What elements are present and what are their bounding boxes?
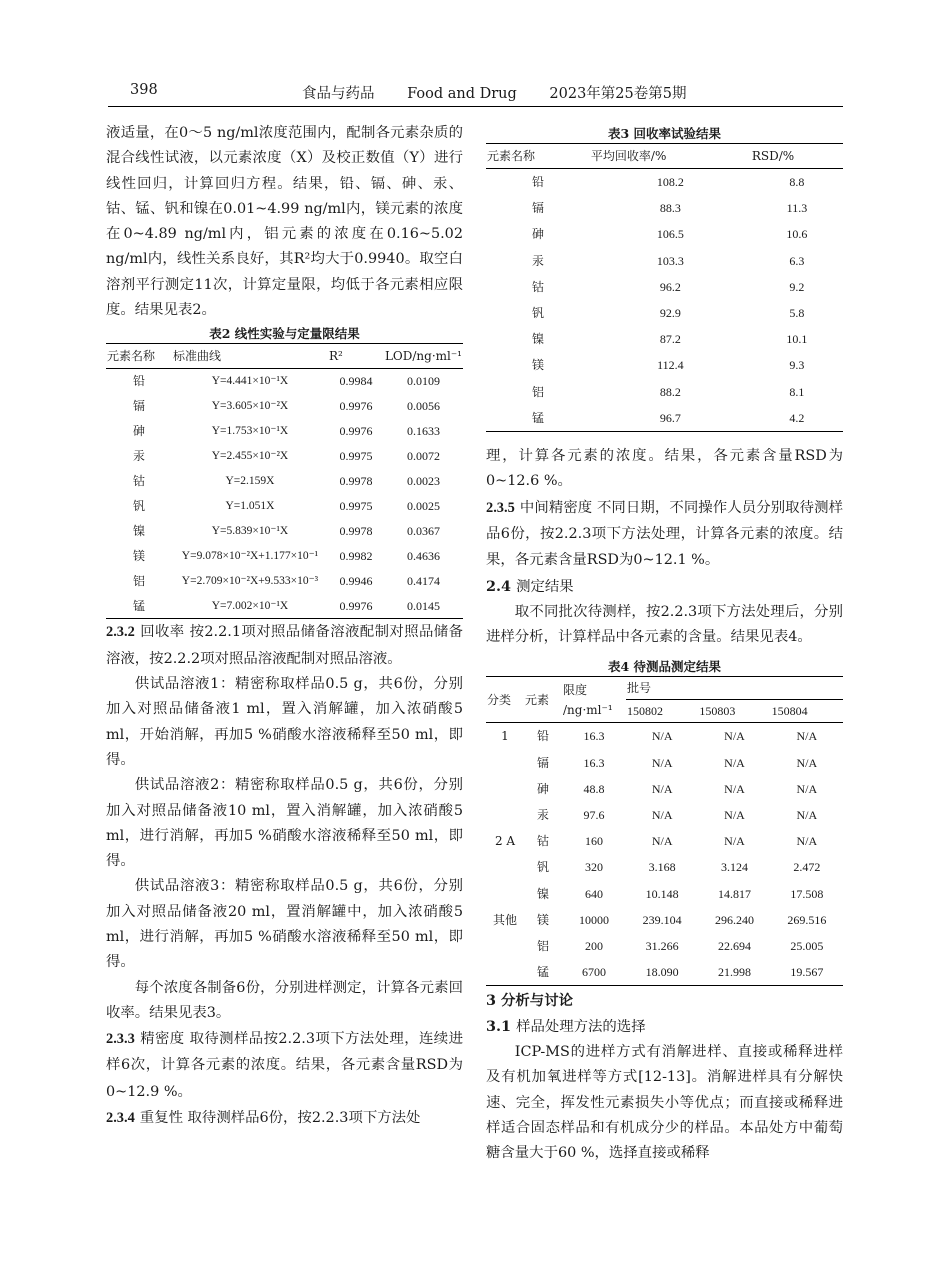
table-cell: 0.9946 xyxy=(339,573,373,588)
table-cell: 21.998 xyxy=(698,959,770,986)
table-cell: 镍 xyxy=(536,886,549,901)
limit-header-line1: 限度 xyxy=(563,682,588,697)
table-cell: 0.9976 xyxy=(339,399,373,414)
table3-recovery xyxy=(486,143,843,432)
table-row xyxy=(486,723,843,750)
table-cell: 8.1 xyxy=(789,384,805,399)
table-row xyxy=(106,469,463,494)
table-cell: N/A xyxy=(724,729,745,744)
table-row xyxy=(106,444,463,469)
table2-caption: 表2 线性实验与定量限结果 xyxy=(209,326,360,342)
table-cell: N/A xyxy=(724,781,745,796)
table-row xyxy=(486,221,843,247)
table-cell: 其他 xyxy=(492,912,517,927)
table-cell: 1 xyxy=(501,729,509,744)
section-3-1 xyxy=(486,1014,843,1040)
table-cell: Y=9.078×10⁻²X+1.177×10⁻¹ xyxy=(181,549,319,562)
table-cell: N/A xyxy=(651,808,673,823)
paragraph-results: 取不同批次待测样，按2.2.3项下方法处理后，分别进样分析，计算样品中各元素的含量。结果见表4。 xyxy=(486,603,843,646)
table-row xyxy=(106,394,463,419)
table-cell: 96.7 xyxy=(590,405,751,432)
table-row xyxy=(106,594,463,619)
journal-title-en: Food and Drug xyxy=(407,86,517,102)
table-cell: 239.104 xyxy=(642,912,682,927)
section-title: 测定结果 xyxy=(516,578,574,595)
page-number: 398 xyxy=(130,82,158,98)
journal-title-cn: 食品与药品 xyxy=(302,86,375,102)
paragraph-solution-3: 供试品溶液3：精密称取样品0.5 g，共6份，分别加入对照品储备液20 ml，置消解罐中，加入浓硝酸5 ml，进行消解，再加5 %硝酸水溶液稀释至50 ml，即得。 xyxy=(106,878,463,971)
table-header-cell xyxy=(562,677,626,723)
table-cell: 640 xyxy=(585,886,603,901)
table-cell: 汞 xyxy=(531,253,544,268)
table-header-cell: LOD/ng·ml⁻¹ xyxy=(384,344,463,369)
table-header-cell: R² xyxy=(328,344,384,369)
table-row xyxy=(106,519,463,544)
table-cell: 10.1 xyxy=(786,332,808,347)
table-cell: 0.9982 xyxy=(339,548,373,563)
table-cell: 锰 xyxy=(524,959,562,986)
table-cell: 0.0109 xyxy=(406,374,440,389)
table-cell: 镍 xyxy=(531,332,544,347)
table-cell: N/A xyxy=(796,834,818,849)
table-row xyxy=(486,776,843,802)
table-cell: 0.9984 xyxy=(339,374,373,389)
table-cell: 钒 xyxy=(132,498,145,513)
table-cell: N/A xyxy=(796,781,818,796)
table-cell: Y=1.753×10⁻¹X xyxy=(211,425,289,438)
table-cell xyxy=(486,933,524,959)
table-row xyxy=(486,405,843,432)
table-cell: 0.4174 xyxy=(406,573,440,588)
table-row xyxy=(486,750,843,776)
table-cell: 2.472 xyxy=(793,860,821,875)
table-cell: 汞 xyxy=(536,808,549,823)
section-text: 回收率 按2.2.1项对照品储备溶液配制对照品储备溶液，按2.2.2项对照品溶液配制对照品溶液。 xyxy=(106,624,463,667)
table-cell: 8.8 xyxy=(789,175,805,189)
table-cell: 48.8 xyxy=(583,781,605,796)
table-cell: 0.0072 xyxy=(406,449,440,464)
table-cell: 9.3 xyxy=(789,358,805,373)
table-cell: 0.0023 xyxy=(406,474,440,488)
table-cell: Y=2.455×10⁻²X xyxy=(211,450,289,463)
table-cell: 镁 xyxy=(531,358,544,373)
journal-info xyxy=(302,82,714,103)
table-cell: 铝 xyxy=(531,384,544,399)
table-cell: 112.4 xyxy=(657,358,684,373)
table-cell: 10.6 xyxy=(786,227,808,242)
table-header-cell: 分类 xyxy=(486,677,524,723)
table-cell: 10.148 xyxy=(645,886,679,901)
table-row xyxy=(486,300,843,326)
table-header-cell: 150804 xyxy=(771,700,843,723)
paragraph-solution-1: 供试品溶液1：精密称取样品0.5 g，共6份，分别加入对照品储备液1 ml，置入消解罐，加入浓硝酸5 ml，开始消解，再加5 %硝酸水溶液稀释至50 ml，即得。 xyxy=(106,676,463,768)
table-row xyxy=(486,802,843,828)
table-cell: 钒 xyxy=(531,306,544,321)
table-cell: N/A xyxy=(651,755,673,770)
table-row xyxy=(486,169,843,196)
table-cell: 0.0025 xyxy=(406,498,440,513)
table-cell: 160 xyxy=(585,834,603,849)
section-number: 3.1 xyxy=(486,1017,512,1035)
section-title: 样品处理方法的选择 xyxy=(516,1018,646,1035)
table-cell: 18.090 xyxy=(626,959,698,986)
table-cell: 锰 xyxy=(486,405,590,432)
table-row xyxy=(486,959,843,986)
table-cell xyxy=(486,802,524,828)
table3-caption: 表3 回收率试验结果 xyxy=(607,126,722,141)
table4-caption: 表4 待测品测定结果 xyxy=(607,659,722,675)
table4-sample-results xyxy=(486,676,843,986)
table-cell xyxy=(486,854,524,880)
paragraph-linearity: 液适量，在0～5 ng/ml浓度范围内，配制各元素杂质的混合线性试液，以元素浓度（X）及校正数值（Y）进行线性回归，计算回归方程。结果，铅、镉、砷、汞、钴、锰、钒和镍在0.01~4.99 ng/ml内，镁元素的浓度在0~4.89 ng/ml内，铝元素的浓度在0.16~5.02 ng/ml内，线性关系良好，其R²均大于0.9940。取空白溶剂平行测定11次，计算定量限，均低于各元素相应限度。结果见表2。 xyxy=(106,125,463,319)
table-cell xyxy=(486,881,524,907)
section-number: 2.3.2 xyxy=(106,624,135,641)
table-cell: 钴 xyxy=(132,474,145,488)
table-cell: Y=2.709×10⁻²X+9.533×10⁻³ xyxy=(181,574,319,587)
table-cell: 0.9976 xyxy=(328,594,384,619)
table-cell: 31.266 xyxy=(645,939,679,954)
table-row xyxy=(486,854,843,880)
table-cell: N/A xyxy=(796,755,818,770)
table-cell: 320 xyxy=(585,860,603,875)
table-cell: 0.0056 xyxy=(406,399,440,414)
left-column xyxy=(106,121,463,1131)
table-cell: N/A xyxy=(796,808,818,823)
table-header-cell: 元素名称 xyxy=(486,144,590,169)
table-cell: Y=7.002×10⁻¹X xyxy=(172,594,328,619)
table-cell: 88.3 xyxy=(659,201,681,216)
section-2-3-5 xyxy=(486,495,843,574)
table-cell: 5.8 xyxy=(789,306,805,321)
table-header-cell: 元素 xyxy=(524,677,562,723)
table-cell: 4.2 xyxy=(751,405,843,432)
table-row xyxy=(486,907,843,933)
table-row xyxy=(486,274,843,300)
table-cell: 269.516 xyxy=(787,912,827,927)
table-cell: 9.2 xyxy=(789,279,805,294)
table-cell: 钒 xyxy=(536,860,549,875)
table-cell: 铅 xyxy=(132,374,145,389)
table-header-cell: 标准曲线 xyxy=(172,344,328,369)
table-cell: 0.0367 xyxy=(406,523,440,538)
table-cell: 14.817 xyxy=(717,886,751,901)
table-row xyxy=(486,933,843,959)
table-header-cell: 元素名称 xyxy=(106,344,172,369)
section-text: 精密度 取待测样品按2.2.3项下方法处理，连续进样6次，计算各元素的浓度。结果，各元素含量RSD为0~12.9 %。 xyxy=(106,1031,463,1100)
table-cell: 3.124 xyxy=(720,860,748,875)
table-cell: 0.9978 xyxy=(339,474,373,488)
table-cell: 11.3 xyxy=(786,201,808,216)
table-cell: 铅 xyxy=(536,729,549,744)
table-row xyxy=(486,881,843,907)
table-cell: 镉 xyxy=(531,201,544,216)
table-cell: N/A xyxy=(724,834,745,849)
table-row xyxy=(486,326,843,352)
table-cell: N/A xyxy=(651,834,673,849)
right-column xyxy=(486,121,843,1167)
table-header-cell: 批号 xyxy=(626,677,843,700)
table-cell: 锰 xyxy=(106,594,172,619)
table2-linearity xyxy=(106,343,463,619)
table-cell xyxy=(486,959,524,986)
issue-info: 2023年第25卷第5期 xyxy=(549,86,687,102)
table-cell: 296.240 xyxy=(714,912,754,927)
table-row xyxy=(106,419,463,444)
table-row xyxy=(486,248,843,274)
table-cell: N/A xyxy=(651,729,673,744)
table-cell: 铅 xyxy=(531,175,544,189)
table-cell: 106.5 xyxy=(656,227,684,242)
table-cell: Y=1.051X xyxy=(225,499,275,512)
table-cell: 2 A xyxy=(494,834,516,849)
table-row xyxy=(106,494,463,519)
table-cell: 16.3 xyxy=(583,755,605,770)
paragraph-sample-processing: ICP-MS的进样方式有消解进样、直接或稀释进样及有机加氧进样等方式[12-13]。消解进样具有分解快速、完全，挥发性元素损失小等优点；而直接或稀释进样适合固态样品和有机成分少的样品。本品处方中葡萄糖含量大于60 %，选择直接或稀释 xyxy=(486,1044,843,1162)
table-row xyxy=(486,352,843,378)
table-cell: 92.9 xyxy=(659,306,681,321)
table-cell: 0.9975 xyxy=(339,498,373,513)
table4-body xyxy=(486,723,843,986)
table-cell: N/A xyxy=(724,755,745,770)
table-cell: 砷 xyxy=(132,424,145,439)
paragraph-each-concentration: 每个浓度各制备6份，分别进样测定，计算各元素回收率。结果见表3。 xyxy=(106,979,463,1021)
section-number: 2.3.4 xyxy=(106,1110,135,1127)
table2-body xyxy=(106,369,463,619)
table-cell xyxy=(486,776,524,802)
table-cell: Y=5.839×10⁻¹X xyxy=(211,524,289,537)
table-row xyxy=(486,195,843,221)
table-row xyxy=(486,828,843,854)
table-row xyxy=(106,544,463,569)
table-header-cell: 150802 xyxy=(626,700,698,723)
table-cell: 镁 xyxy=(132,548,145,563)
section-2-3-2 xyxy=(106,619,463,672)
limit-header-line2: /ng·ml⁻¹ xyxy=(563,702,613,717)
section-text: 重复性 取待测样品6份，按2.2.3项下方法处 xyxy=(139,1110,421,1127)
table-cell: 103.3 xyxy=(656,253,684,268)
table-cell: 0.0145 xyxy=(384,594,463,619)
table-cell: 6.3 xyxy=(789,253,805,268)
section-number: 2.4 xyxy=(486,577,512,595)
section-2-4 xyxy=(486,574,843,600)
table-cell: 铝 xyxy=(132,573,145,588)
table-cell: Y=4.441×10⁻¹X xyxy=(211,375,289,388)
table-cell: Y=2.159X xyxy=(225,475,275,487)
table-header-cell: 平均回收率/% xyxy=(590,144,751,169)
table-cell: 87.2 xyxy=(659,332,681,347)
section-text: 中间精密度 不同日期，不同操作人员分别取待测样品6份，按2.2.3项下方法处理，计算各元素的浓度。结果，各元素含量RSD为0~12.1 %。 xyxy=(486,499,844,569)
table-cell: 镉 xyxy=(536,755,549,770)
table-cell: Y=3.605×10⁻²X xyxy=(211,400,289,413)
table-cell: 钴 xyxy=(536,834,549,849)
table-cell: 铝 xyxy=(536,939,549,954)
table-cell xyxy=(486,750,524,776)
table-cell: 200 xyxy=(585,939,603,954)
table-cell: 镉 xyxy=(132,399,145,414)
section-3-title: 3 分析与讨论 xyxy=(486,992,573,1010)
table-cell: 砷 xyxy=(531,227,544,242)
table-header-cell: RSD/% xyxy=(751,144,843,169)
table-row xyxy=(486,379,843,405)
table-cell: 3.168 xyxy=(648,860,676,875)
table-cell: 0.1633 xyxy=(406,424,440,439)
table-header-row xyxy=(486,677,843,700)
table-cell: 108.2 xyxy=(656,175,684,189)
table-cell: 22.694 xyxy=(717,939,751,954)
table-row xyxy=(106,369,463,394)
table-cell: N/A xyxy=(724,808,745,823)
table3-body xyxy=(486,169,843,432)
paragraph-repeatability-result: 理，计算各元素的浓度。结果，各元素含量RSD为0~12.6 %。 xyxy=(486,448,843,490)
table-cell: 0.9975 xyxy=(339,449,373,464)
table-cell: 6700 xyxy=(562,959,626,986)
table-cell: N/A xyxy=(651,781,673,796)
table-cell: 砷 xyxy=(536,781,549,796)
table-cell: 汞 xyxy=(132,449,145,464)
table-cell: 0.9976 xyxy=(339,424,373,439)
table-row xyxy=(106,569,463,594)
table-cell: 镁 xyxy=(536,912,549,927)
table-header-row xyxy=(106,344,463,369)
table-cell: 钴 xyxy=(531,279,544,294)
table-header-row xyxy=(486,144,843,169)
table-cell: 88.2 xyxy=(659,384,681,399)
page-header xyxy=(108,80,843,107)
table-cell: 镍 xyxy=(132,523,145,538)
table-cell: 97.6 xyxy=(583,808,605,823)
table-cell: 0.9978 xyxy=(339,523,373,538)
table-cell: 17.508 xyxy=(790,886,824,901)
table-cell: 16.3 xyxy=(583,729,605,744)
table-cell: 10000 xyxy=(579,912,609,927)
table-cell: N/A xyxy=(796,729,818,744)
table-cell: 96.2 xyxy=(659,279,681,294)
table-cell: 25.005 xyxy=(790,939,824,954)
section-2-3-4 xyxy=(106,1105,463,1131)
paragraph-solution-2: 供试品溶液2：精密称取样品0.5 g，共6份，分别加入对照品储备液10 ml，置入消解罐，加入浓硝酸5 ml，进行消解，再加5 %硝酸水溶液稀释至50 ml，即得。 xyxy=(106,777,463,870)
table-header-cell: 150803 xyxy=(698,700,770,723)
section-number: 2.3.3 xyxy=(106,1031,135,1048)
section-number: 2.3.5 xyxy=(486,499,515,516)
table-cell: 19.567 xyxy=(771,959,843,986)
table-cell: 0.4636 xyxy=(406,548,440,563)
section-2-3-3 xyxy=(106,1026,463,1105)
